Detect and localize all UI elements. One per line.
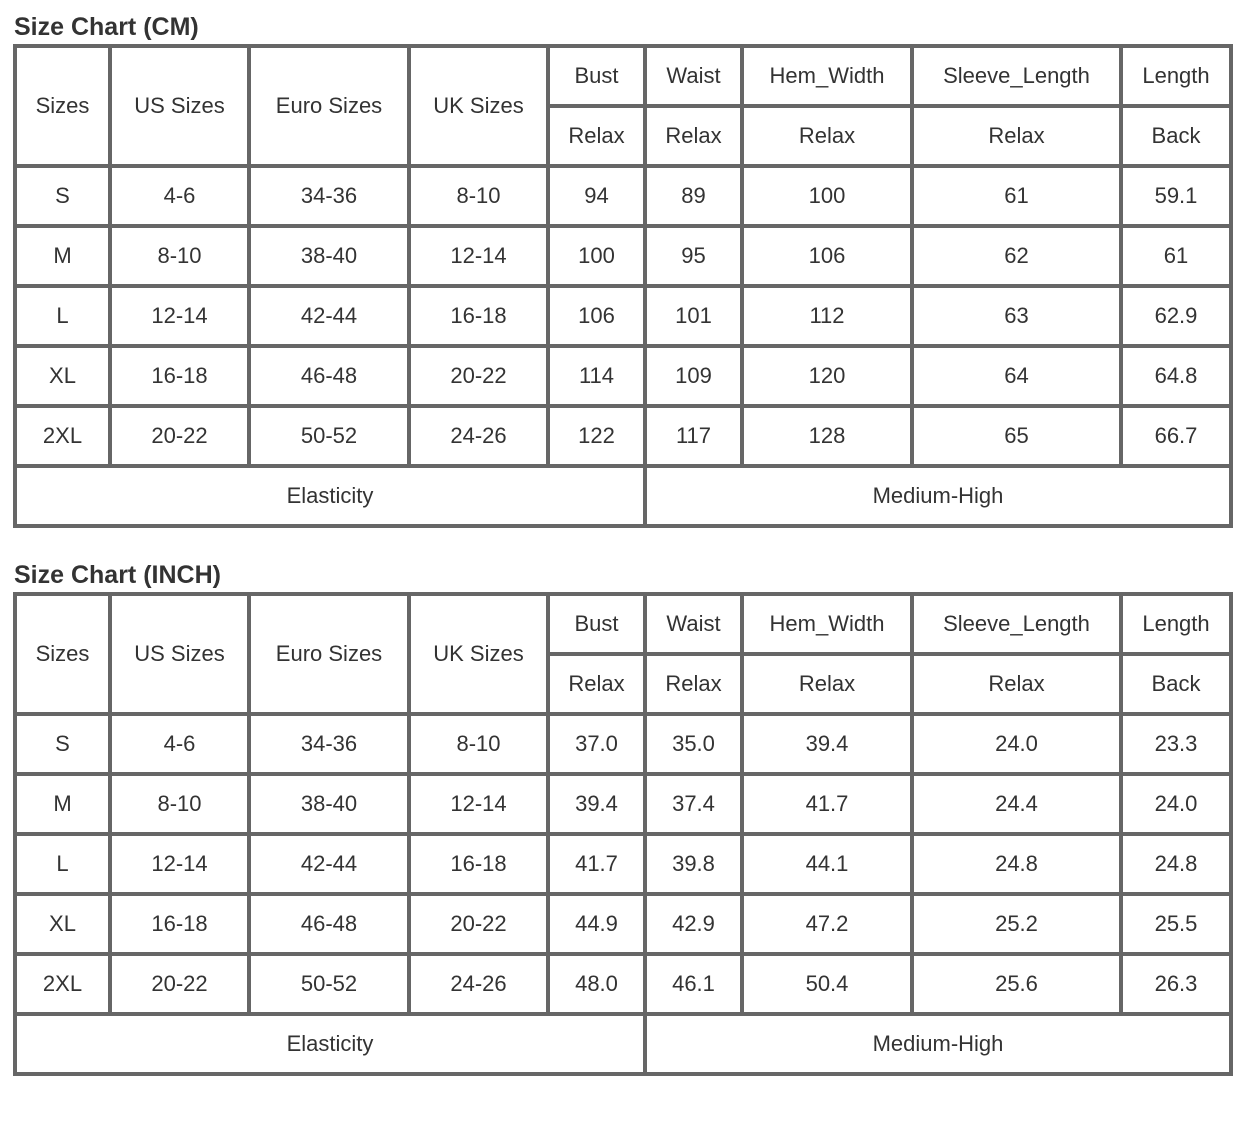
table-cell: 128	[742, 406, 912, 466]
table-cell: 89	[645, 166, 742, 226]
table-cell: 23.3	[1121, 714, 1231, 774]
table-cell: 65	[912, 406, 1121, 466]
table-cell: 100	[548, 226, 645, 286]
table-cell: 25.6	[912, 954, 1121, 1014]
table-cell: 120	[742, 346, 912, 406]
table-cell: 48.0	[548, 954, 645, 1014]
table-cell: 62.9	[1121, 286, 1231, 346]
table-cell: M	[15, 774, 110, 834]
table-cell: 16-18	[409, 834, 548, 894]
column-subheader: Relax	[742, 106, 912, 166]
size-chart-inch-title: Size Chart (INCH)	[14, 561, 221, 589]
table-cell: 25.5	[1121, 894, 1231, 954]
column-subheader: Relax	[548, 654, 645, 714]
column-header: Hem_Width	[742, 594, 912, 654]
table-cell: 16-18	[110, 894, 249, 954]
table-cell: 24.8	[912, 834, 1121, 894]
column-header: Length	[1121, 46, 1231, 106]
column-header: Bust	[548, 594, 645, 654]
table-cell: 95	[645, 226, 742, 286]
column-subheader: Back	[1121, 106, 1231, 166]
table-cell: 12-14	[409, 774, 548, 834]
column-header: US Sizes	[110, 594, 249, 714]
table-cell: 66.7	[1121, 406, 1231, 466]
column-header: UK Sizes	[409, 46, 548, 166]
table-cell: 35.0	[645, 714, 742, 774]
table-cell: 46-48	[249, 346, 409, 406]
column-header: Sizes	[15, 594, 110, 714]
column-header: Sleeve_Length	[912, 46, 1121, 106]
table-row	[15, 774, 1231, 834]
table-cell: 114	[548, 346, 645, 406]
size-chart-inch-table	[13, 592, 1233, 1076]
column-header: UK Sizes	[409, 594, 548, 714]
column-subheader: Back	[1121, 654, 1231, 714]
column-subheader: Relax	[645, 654, 742, 714]
table-cell: 8-10	[110, 774, 249, 834]
table-cell: 59.1	[1121, 166, 1231, 226]
size-chart-cm-table	[13, 44, 1233, 528]
table-cell: 41.7	[548, 834, 645, 894]
table-cell: 47.2	[742, 894, 912, 954]
table-cell: S	[15, 714, 110, 774]
table-cell: 8-10	[409, 714, 548, 774]
table-cell: 42-44	[249, 286, 409, 346]
table-cell: 94	[548, 166, 645, 226]
table-cell: 50-52	[249, 954, 409, 1014]
table-row	[15, 226, 1231, 286]
table-cell: 20-22	[409, 346, 548, 406]
elasticity-value: Medium-High	[645, 466, 1231, 526]
elasticity-value: Medium-High	[645, 1014, 1231, 1074]
column-header: US Sizes	[110, 46, 249, 166]
column-header: Hem_Width	[742, 46, 912, 106]
table-cell: 12-14	[110, 834, 249, 894]
table-cell: 34-36	[249, 166, 409, 226]
table-cell: 44.1	[742, 834, 912, 894]
table-cell: 37.0	[548, 714, 645, 774]
column-subheader: Relax	[912, 654, 1121, 714]
table-cell: 50.4	[742, 954, 912, 1014]
table-cell: 44.9	[548, 894, 645, 954]
table-cell: L	[15, 286, 110, 346]
column-header: Waist	[645, 594, 742, 654]
table-cell: 2XL	[15, 954, 110, 1014]
table-cell: 117	[645, 406, 742, 466]
table-row	[15, 834, 1231, 894]
table-cell: S	[15, 166, 110, 226]
table-cell: 39.4	[742, 714, 912, 774]
header-row	[15, 594, 1231, 654]
table-cell: 61	[1121, 226, 1231, 286]
table-cell: 26.3	[1121, 954, 1231, 1014]
table-cell: 109	[645, 346, 742, 406]
elasticity-row	[15, 466, 1231, 526]
table-cell: 61	[912, 166, 1121, 226]
table-row	[15, 714, 1231, 774]
column-subheader: Relax	[548, 106, 645, 166]
table-cell: 12-14	[110, 286, 249, 346]
table-cell: XL	[15, 894, 110, 954]
table-cell: 62	[912, 226, 1121, 286]
column-header: Sleeve_Length	[912, 594, 1121, 654]
table-cell: 24-26	[409, 406, 548, 466]
table-cell: XL	[15, 346, 110, 406]
column-subheader: Relax	[742, 654, 912, 714]
table-cell: 25.2	[912, 894, 1121, 954]
table-cell: 106	[742, 226, 912, 286]
table-cell: 24-26	[409, 954, 548, 1014]
table-cell: 63	[912, 286, 1121, 346]
table-cell: 12-14	[409, 226, 548, 286]
table-cell: 38-40	[249, 226, 409, 286]
table-cell: 42-44	[249, 834, 409, 894]
table-row	[15, 346, 1231, 406]
table-row	[15, 286, 1231, 346]
table-row	[15, 954, 1231, 1014]
table-cell: M	[15, 226, 110, 286]
column-subheader: Relax	[912, 106, 1121, 166]
table-cell: 2XL	[15, 406, 110, 466]
table-cell: 42.9	[645, 894, 742, 954]
column-header: Bust	[548, 46, 645, 106]
column-header: Euro Sizes	[249, 46, 409, 166]
table-cell: 38-40	[249, 774, 409, 834]
table-cell: 39.4	[548, 774, 645, 834]
table-cell: 16-18	[409, 286, 548, 346]
table-cell: 112	[742, 286, 912, 346]
table-cell: 4-6	[110, 166, 249, 226]
table-cell: 41.7	[742, 774, 912, 834]
table-cell: 20-22	[409, 894, 548, 954]
table-cell: 46-48	[249, 894, 409, 954]
table-cell: 20-22	[110, 406, 249, 466]
table-cell: 8-10	[409, 166, 548, 226]
table-cell: 24.8	[1121, 834, 1231, 894]
table-cell: 24.0	[1121, 774, 1231, 834]
table-cell: L	[15, 834, 110, 894]
table-cell: 46.1	[645, 954, 742, 1014]
column-header: Sizes	[15, 46, 110, 166]
table-cell: 106	[548, 286, 645, 346]
table-cell: 20-22	[110, 954, 249, 1014]
column-header: Length	[1121, 594, 1231, 654]
table-row	[15, 406, 1231, 466]
table-cell: 64	[912, 346, 1121, 406]
table-cell: 8-10	[110, 226, 249, 286]
elasticity-label: Elasticity	[15, 466, 645, 526]
table-cell: 64.8	[1121, 346, 1231, 406]
table-cell: 34-36	[249, 714, 409, 774]
column-subheader: Relax	[645, 106, 742, 166]
table-cell: 16-18	[110, 346, 249, 406]
table-cell: 39.8	[645, 834, 742, 894]
table-cell: 37.4	[645, 774, 742, 834]
table-cell: 24.0	[912, 714, 1121, 774]
table-cell: 101	[645, 286, 742, 346]
elasticity-row	[15, 1014, 1231, 1074]
elasticity-label: Elasticity	[15, 1014, 645, 1074]
table-cell: 4-6	[110, 714, 249, 774]
table-cell: 122	[548, 406, 645, 466]
size-chart-cm-title: Size Chart (CM)	[14, 13, 199, 41]
table-row	[15, 166, 1231, 226]
column-header: Waist	[645, 46, 742, 106]
table-cell: 100	[742, 166, 912, 226]
table-cell: 24.4	[912, 774, 1121, 834]
table-cell: 50-52	[249, 406, 409, 466]
table-row	[15, 894, 1231, 954]
column-header: Euro Sizes	[249, 594, 409, 714]
header-row	[15, 46, 1231, 106]
